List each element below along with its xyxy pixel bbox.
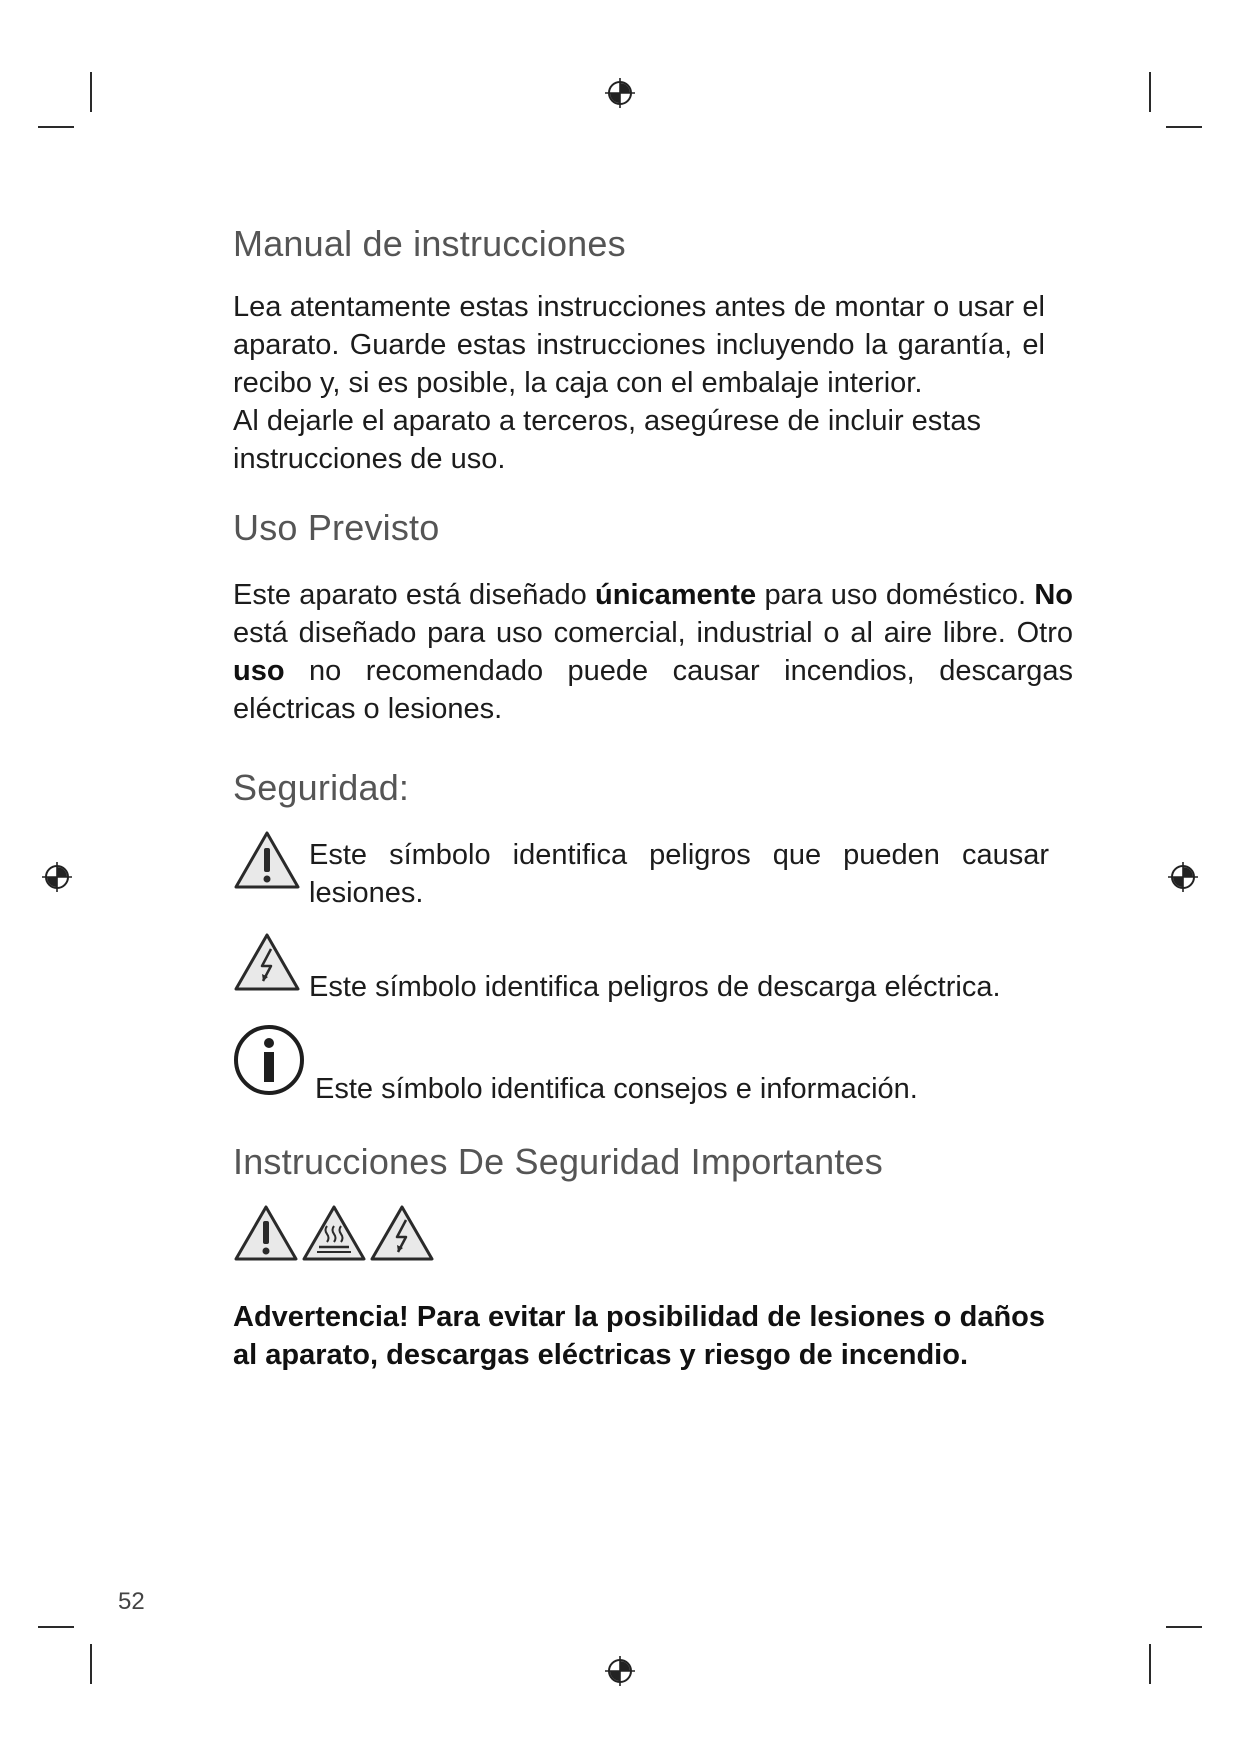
crop-mark xyxy=(1149,72,1151,112)
manual-paragraph-third-parties: Al dejarle el aparato a terceros, asegúrese de incluir estas instrucciones de uso. xyxy=(233,405,981,475)
electric-shock-icon xyxy=(233,932,301,992)
crop-mark xyxy=(38,126,74,128)
section-title-manual: Manual de instrucciones xyxy=(233,223,626,264)
registration-mark-icon xyxy=(605,78,635,108)
symbol-row-info xyxy=(233,1024,1073,1108)
symbol-row-electric xyxy=(233,932,1073,1006)
symbol-description: Este símbolo identifica consejos e información. xyxy=(315,1073,918,1105)
emphasis-no: No xyxy=(1034,579,1073,611)
crop-mark xyxy=(90,1644,92,1684)
crop-mark xyxy=(90,72,92,112)
warning-exclamation-icon xyxy=(233,830,301,890)
symbol-description: Este símbolo identifica peligros de descarga eléctrica. xyxy=(309,971,1001,1003)
hot-surface-icon xyxy=(301,1204,367,1262)
uso-text: Este aparato está diseñado xyxy=(233,579,596,611)
section-title-seguridad: Seguridad: xyxy=(233,767,410,808)
symbol-row-injury xyxy=(233,830,1073,912)
manual-paragraph: Lea atentamente estas instrucciones antes de montar o usar el aparato. Guarde estas instrucciones incluyendo la garantía, el recibo y, si es posible, la caja con el embalaje interior. xyxy=(233,291,1045,399)
uso-text: está diseñado para uso comercial, industrial o al aire libre. Otro xyxy=(233,617,1073,649)
electric-shock-icon xyxy=(369,1204,435,1262)
uso-text: para uso doméstico. xyxy=(756,579,1035,611)
registration-mark-icon xyxy=(1168,862,1198,892)
registration-mark-icon xyxy=(605,1656,635,1686)
warning-paragraph: Advertencia! Para evitar la posibilidad de lesiones o daños al aparato, descargas eléctricas y riesgo de incendio. xyxy=(233,1301,1045,1371)
symbol-description: Este símbolo identifica peligros que pueden causar lesiones. xyxy=(309,839,1049,909)
emphasis-uso: uso xyxy=(233,655,285,687)
section-title-instrucciones: Instrucciones De Seguridad Importantes xyxy=(233,1141,883,1182)
crop-mark xyxy=(1149,1644,1151,1684)
uso-text: no recomendado puede causar incendios, descargas eléctricas o lesiones. xyxy=(233,655,1073,725)
page-content xyxy=(233,222,1073,1374)
crop-mark xyxy=(38,1626,74,1628)
crop-mark xyxy=(1166,126,1202,128)
safety-icons-row xyxy=(233,1204,1073,1262)
crop-mark xyxy=(1166,1626,1202,1628)
warning-exclamation-icon xyxy=(233,1204,299,1262)
section-title-uso-previsto: Uso Previsto xyxy=(233,507,440,548)
info-icon xyxy=(233,1024,305,1096)
uso-previsto-paragraph xyxy=(233,576,1073,728)
registration-mark-icon xyxy=(42,862,72,892)
emphasis-unicamente: únicamente xyxy=(595,579,757,611)
page-number: 52 xyxy=(118,1588,145,1615)
